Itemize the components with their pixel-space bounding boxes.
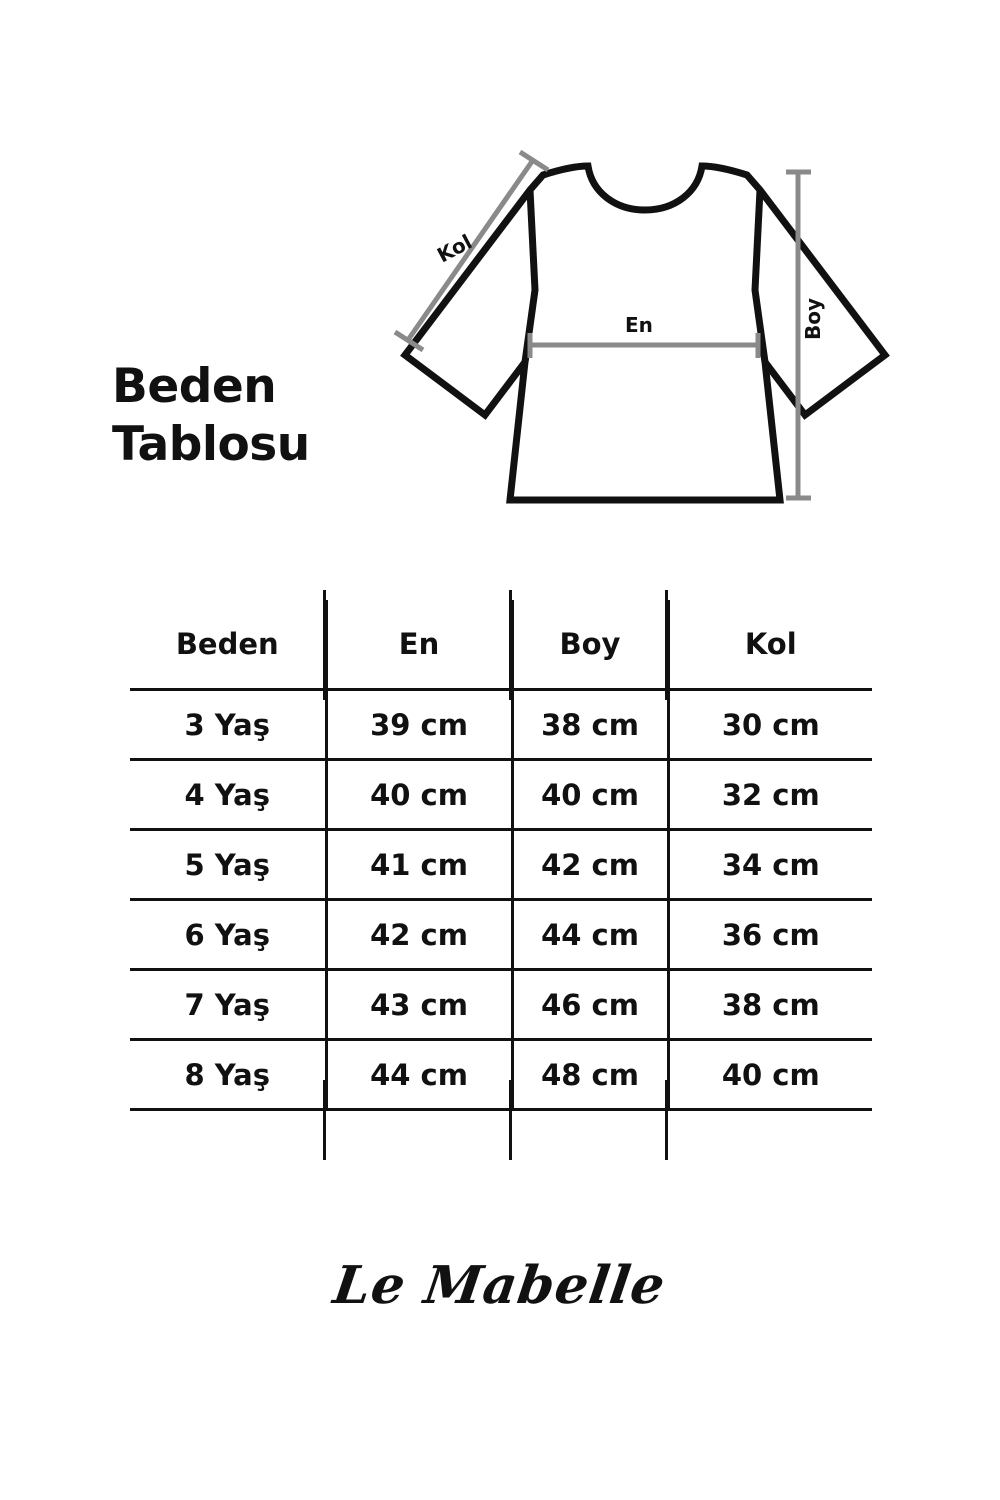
table-row (130, 830, 872, 900)
garment-diagram (380, 130, 910, 530)
table-row (130, 970, 872, 1040)
cell-size: 8 Yaş (130, 1040, 326, 1110)
column-header-boy: Boy (512, 600, 668, 690)
table-row (130, 690, 872, 760)
column-divider-extension-top-2 (509, 590, 512, 700)
column-header-kol: Kol (668, 600, 872, 690)
page-title-line-2: Tablosu (112, 416, 310, 472)
cell-size: 5 Yaş (130, 830, 326, 900)
page-title (112, 358, 412, 474)
cell-width: 41 cm (326, 830, 512, 900)
cell-sleeve: 32 cm (668, 760, 872, 830)
cell-size: 6 Yaş (130, 900, 326, 970)
cell-sleeve: 34 cm (668, 830, 872, 900)
cell-length: 40 cm (512, 760, 668, 830)
brand-logo (0, 1255, 1000, 1316)
cell-length: 46 cm (512, 970, 668, 1040)
page-title-line-1: Beden (112, 359, 277, 414)
cell-length: 38 cm (512, 690, 668, 760)
cell-size: 7 Yaş (130, 970, 326, 1040)
cell-sleeve: 38 cm (668, 970, 872, 1040)
cell-sleeve: 36 cm (668, 900, 872, 970)
length-label: Boy (801, 297, 825, 340)
width-label: En (625, 313, 653, 337)
cell-length: 44 cm (512, 900, 668, 970)
cell-width: 44 cm (326, 1040, 512, 1110)
cell-sleeve: 40 cm (668, 1040, 872, 1110)
table-row (130, 900, 872, 970)
column-header-en: En (326, 600, 512, 690)
column-header-beden: Beden (130, 600, 326, 690)
table-row (130, 1040, 872, 1110)
cell-width: 42 cm (326, 900, 512, 970)
sizes-table (130, 600, 872, 1111)
cell-size: 3 Yaş (130, 690, 326, 760)
cell-width: 40 cm (326, 760, 512, 830)
cell-sleeve: 30 cm (668, 690, 872, 760)
cell-length: 48 cm (512, 1040, 668, 1110)
cell-width: 43 cm (326, 970, 512, 1040)
cell-length: 42 cm (512, 830, 668, 900)
cell-size: 4 Yaş (130, 760, 326, 830)
column-divider-extension-bottom-1 (323, 1080, 326, 1160)
brand-name: Le Mabelle (330, 1255, 670, 1316)
size-chart-table (130, 600, 872, 1111)
column-divider-extension-top-1 (323, 590, 326, 700)
column-divider-extension-top-3 (665, 590, 668, 700)
column-divider-extension-bottom-3 (665, 1080, 668, 1160)
sleeve-label: Kol (433, 229, 476, 268)
column-divider-extension-bottom-2 (509, 1080, 512, 1160)
table-header-row (130, 600, 872, 690)
table-row (130, 760, 872, 830)
cell-width: 39 cm (326, 690, 512, 760)
